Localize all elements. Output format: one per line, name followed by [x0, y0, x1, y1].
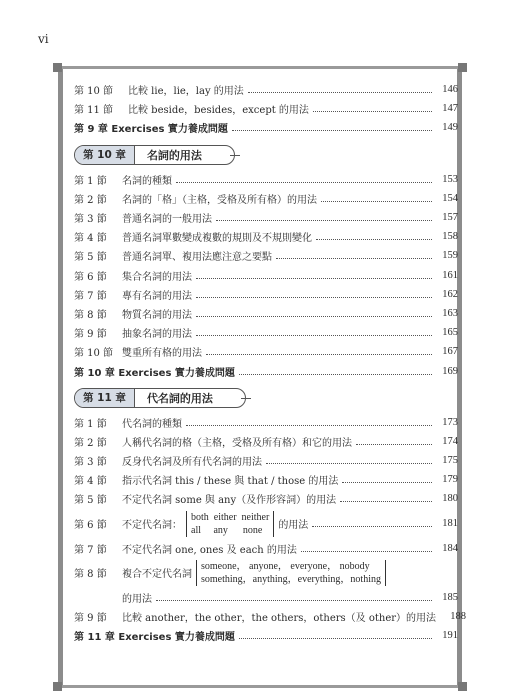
section-number: 第 10 節 — [74, 348, 114, 360]
section-number: 第 2 節 — [74, 437, 107, 449]
section-title: 不定代名詞： — [122, 520, 182, 532]
section-number: 第 1 節 — [74, 175, 107, 187]
leader-dots — [239, 374, 432, 375]
section-number: 第 9 節 — [74, 329, 107, 341]
exercise-entry[interactable] — [74, 626, 458, 645]
leader-dots — [321, 201, 432, 202]
page-ref: 162 — [442, 288, 458, 300]
leader-dots — [196, 297, 432, 298]
section-title: 名詞的種類 — [122, 175, 172, 187]
leader-dots — [313, 111, 432, 112]
leader-dots — [239, 638, 432, 639]
section-number: 第 7 節 — [74, 544, 107, 556]
frame-notch — [458, 63, 467, 72]
toc-entry[interactable] — [74, 323, 458, 342]
section-number: 第 3 節 — [74, 457, 107, 469]
leader-dots — [216, 220, 432, 221]
section-title: 比較 another，the other，the others，others（及 other）的用法 — [122, 613, 437, 625]
page-ref: 161 — [442, 269, 458, 281]
leader-dots — [156, 600, 432, 601]
section-number: 第 6 節 — [74, 520, 107, 532]
section-title-suffix: 的用法 — [278, 520, 309, 532]
toc-entry[interactable] — [74, 413, 458, 432]
chapter-tail-line — [230, 155, 240, 156]
chapter-box — [74, 145, 235, 165]
page-ref: 175 — [442, 455, 458, 467]
section-title: 雙重所有格的用法 — [122, 348, 202, 360]
frame-notch — [53, 63, 62, 72]
leader-dots — [206, 354, 432, 355]
toc-entry[interactable] — [74, 539, 458, 558]
section-title: 專有名詞的用法 — [122, 290, 192, 302]
page-ref: 146 — [442, 84, 458, 96]
page-ref: 191 — [442, 630, 458, 642]
leader-dots — [312, 526, 432, 527]
toc-entry[interactable] — [74, 509, 458, 539]
toc-entry[interactable] — [74, 246, 458, 265]
section-title: 反身代名詞及所有代名詞的用法 — [122, 457, 262, 469]
exercise-title: 第 10 章 Exercises 實力養成問題 — [74, 367, 235, 379]
toc-entry[interactable] — [74, 489, 458, 508]
toc-entry[interactable] — [74, 432, 458, 451]
brace-line: all any none — [191, 524, 263, 536]
toc-entry[interactable] — [74, 285, 458, 304]
frame-notch — [458, 682, 467, 691]
chapter-box — [74, 388, 246, 408]
page-ref: 184 — [442, 542, 458, 554]
leader-dots — [316, 239, 432, 240]
page-ref: 169 — [442, 365, 458, 377]
page-ref: 158 — [442, 231, 458, 243]
section-number: 第 5 節 — [74, 252, 107, 264]
leader-dots — [186, 425, 432, 426]
leader-dots — [342, 482, 432, 483]
toc-entry[interactable] — [74, 451, 458, 470]
section-number: 第 9 節 — [74, 613, 107, 625]
section-title: 抽象名詞的用法 — [122, 329, 192, 341]
section-title: 指示代名詞 this / these 與 that / those 的用法 — [122, 476, 339, 488]
exercise-title: 第 9 章 Exercises 實力養成問題 — [74, 124, 228, 136]
page-ref: 173 — [442, 416, 458, 428]
page-ref: 163 — [442, 307, 458, 319]
section-title: 複合不定代名詞 — [122, 569, 192, 581]
section-number: 第 8 節 — [74, 309, 107, 321]
section-title: 普通名詞單數變成複數的規則及不規則變化 — [122, 233, 312, 245]
section-number: 第 7 節 — [74, 290, 107, 302]
toc-entry[interactable] — [74, 607, 467, 626]
exercise-entry[interactable] — [74, 361, 458, 380]
toc-entry[interactable] — [74, 304, 458, 323]
toc-entry[interactable] — [74, 470, 458, 489]
chapter-heading — [74, 142, 458, 168]
page-ref: 181 — [442, 518, 458, 530]
page-ref: 165 — [442, 327, 458, 339]
page-ref: 167 — [442, 346, 458, 358]
leader-dots — [301, 551, 432, 552]
chapter-heading — [74, 385, 458, 411]
toc-entry[interactable] — [74, 99, 458, 118]
toc-entry[interactable] — [74, 227, 458, 246]
pronoun-brace-group — [186, 511, 274, 537]
section-number: 第 1 節 — [74, 418, 107, 430]
page-ref: 180 — [442, 493, 458, 505]
section-title: 比較 lie，lie，lay 的用法 — [128, 86, 244, 98]
frame-notch — [53, 682, 62, 691]
leader-dots — [356, 444, 432, 445]
section-number: 第 10 節 — [74, 86, 114, 98]
section-number: 第 8 節 — [74, 569, 107, 581]
page-ref: 157 — [442, 212, 458, 224]
leader-dots — [340, 501, 432, 502]
section-number: 第 4 節 — [74, 233, 107, 245]
leader-dots — [232, 130, 432, 131]
page-ref: 153 — [442, 173, 458, 185]
page-ref: 149 — [442, 122, 458, 134]
page-ref: 154 — [442, 192, 458, 204]
toc-entry[interactable] — [74, 208, 458, 227]
toc-content — [74, 80, 467, 645]
section-title-suffix: 的用法 — [122, 593, 152, 605]
section-number: 第 6 節 — [74, 271, 107, 283]
frame-top-rule — [62, 66, 458, 69]
brace-line: both either neither — [191, 511, 270, 523]
section-title: 名詞的「格」（主格，受格及所有格）的用法 — [122, 194, 317, 206]
section-title: 不定代名詞 one, ones 及 each 的用法 — [122, 544, 297, 556]
page-ref: 179 — [442, 474, 458, 486]
section-title: 普通名詞單、複用法應注意之要點 — [122, 252, 272, 264]
toc-entry[interactable] — [74, 558, 458, 588]
chapter-label: 第 11 章 — [75, 389, 135, 407]
section-title: 比較 beside，besides，except 的用法 — [128, 105, 309, 117]
section-title: 不定代名詞 some 與 any（及作形容詞）的用法 — [122, 495, 337, 507]
pronoun-brace-group — [196, 560, 386, 586]
section-number: 第 5 節 — [74, 495, 107, 507]
chapter-title: 代名詞的用法 — [146, 391, 213, 405]
page-ref: 185 — [442, 591, 458, 603]
exercise-title: 第 11 章 Exercises 實力養成問題 — [74, 632, 235, 644]
chapter-label: 第 10 章 — [75, 146, 135, 164]
section-title: 物質名詞的用法 — [122, 309, 192, 321]
page-ref: 174 — [442, 435, 458, 447]
chapter-title: 名詞的用法 — [146, 148, 202, 162]
section-title: 普通名詞的一般用法 — [122, 214, 212, 226]
leader-dots — [196, 278, 432, 279]
toc-entry[interactable] — [74, 266, 458, 285]
page-number: vi — [38, 32, 49, 46]
section-number: 第 11 節 — [74, 105, 114, 117]
section-title: 人稱代名詞的格（主格，受格及所有格）和它的用法 — [122, 437, 352, 449]
leader-dots — [276, 258, 432, 259]
brace-line: something，anything，everything，nothing — [201, 573, 381, 585]
exercise-entry[interactable] — [74, 118, 458, 137]
toc-entry[interactable] — [74, 80, 458, 99]
toc-entry[interactable] — [74, 170, 458, 189]
page-ref: 159 — [442, 250, 458, 262]
leader-dots — [196, 316, 432, 317]
leader-dots — [248, 92, 432, 93]
frame-bottom-rule — [62, 685, 458, 688]
leader-dots — [176, 182, 432, 183]
toc-entry-continuation[interactable] — [74, 588, 458, 607]
section-title: 集合名詞的用法 — [122, 271, 192, 283]
toc-entry[interactable] — [74, 342, 458, 361]
section-number: 第 4 節 — [74, 476, 107, 488]
section-number: 第 3 節 — [74, 214, 107, 226]
section-number: 第 2 節 — [74, 194, 107, 206]
leader-dots — [266, 463, 432, 464]
toc-entry[interactable] — [74, 189, 458, 208]
leader-dots — [196, 335, 432, 336]
chapter-tail-line — [241, 398, 251, 399]
section-title: 代名詞的種類 — [122, 418, 182, 430]
page-ref: 188 — [450, 611, 467, 623]
page-ref: 147 — [442, 103, 458, 115]
brace-line: someone， anyone， everyone， nobody — [201, 560, 370, 572]
